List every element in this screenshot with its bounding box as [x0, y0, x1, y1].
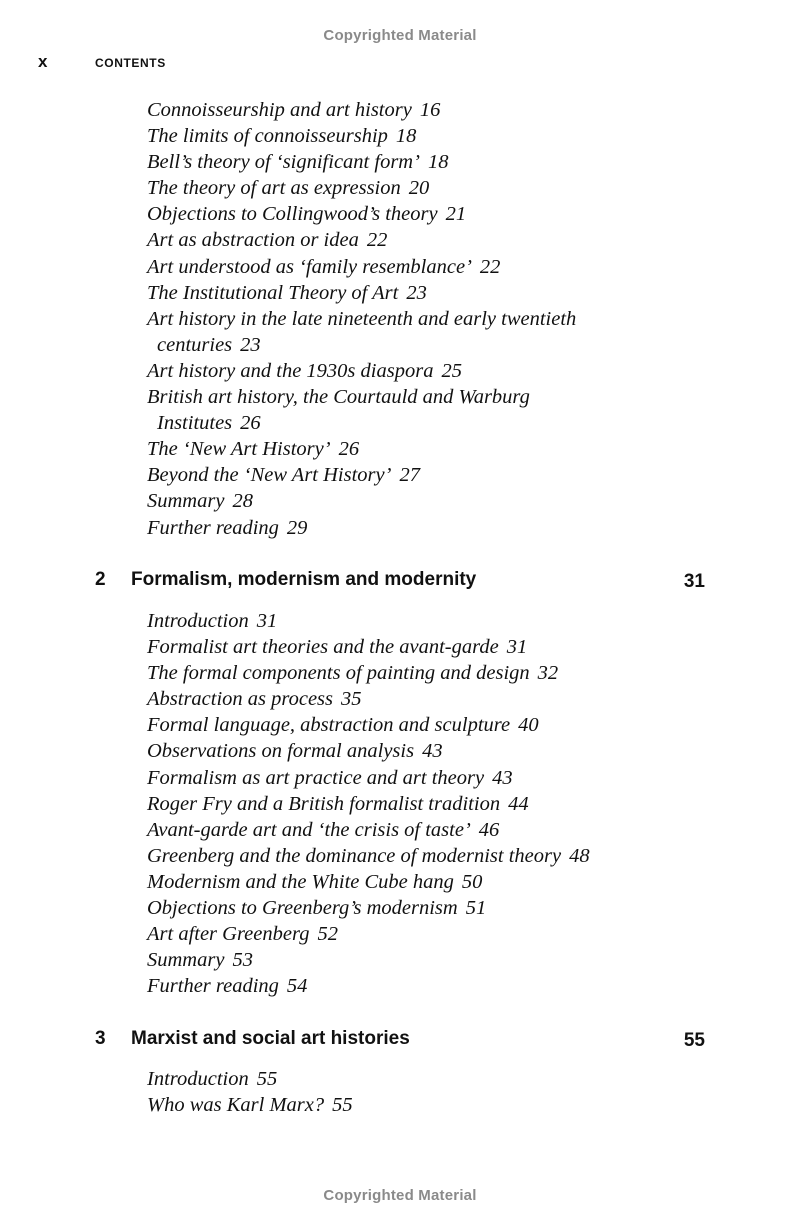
copyright-watermark-top: Copyrighted Material [323, 27, 477, 44]
chapter-number: 2 [95, 569, 106, 590]
toc-entry [147, 712, 590, 738]
toc-entry-title: Greenberg and the dominance of modernist theory [147, 844, 562, 867]
toc-entry-page: 51 [465, 897, 487, 920]
toc-entry-title: The Institutional Theory of Art [147, 281, 399, 304]
toc-entry-title: Further reading [147, 975, 279, 998]
toc-entry-title: British art history, the Courtauld and Warburg [147, 386, 530, 409]
toc-entry-title: Roger Fry and a British formalist tradition [147, 792, 501, 815]
page-number: x [38, 52, 48, 71]
chapter-number: 3 [95, 1028, 106, 1049]
toc-entry-page: 27 [399, 464, 420, 487]
toc-entry [147, 384, 576, 436]
toc-entry-title: Modernism and the White Cube hang [147, 870, 454, 893]
toc-entry [147, 175, 576, 201]
toc-entry [147, 921, 590, 947]
toc-entry-page: 26 [338, 438, 360, 461]
toc-entry-title: Formal language, abstraction and sculpture [147, 714, 511, 737]
toc-entry [147, 515, 576, 541]
toc-entry-page: 21 [445, 203, 467, 226]
toc-entry-page: 55 [332, 1094, 353, 1117]
toc-entry [147, 201, 576, 227]
toc-entry-title: Formalist art theories and the avant-garde [147, 636, 499, 659]
toc-entry-title: Summary [147, 949, 225, 972]
toc-entry-title: Art history in the late nineteenth and early twentieth [147, 307, 577, 330]
toc-entry-title: Bell’s theory of ‘significant form’ [147, 151, 420, 174]
toc-entry-title: Art understood as ‘family resemblance’ [147, 255, 472, 278]
toc-entry-page: 25 [441, 359, 462, 382]
toc-entry-title: Introduction [147, 1068, 249, 1090]
toc-entry [147, 227, 576, 253]
toc-entry-continuation [147, 410, 576, 436]
toc-entry-title: The ‘New Art History’ [147, 438, 331, 461]
toc-entry [147, 843, 590, 869]
toc-entry [147, 1092, 353, 1118]
toc-entry [147, 634, 590, 660]
toc-entry-page: 31 [256, 610, 278, 632]
toc-entry-title: Further reading [147, 516, 279, 539]
toc-entry-page: 50 [461, 870, 483, 893]
toc-entry [147, 254, 576, 280]
toc-entry-title: Formalism as art practice and art theory [147, 766, 485, 789]
toc-entry [147, 97, 576, 123]
toc-entry-title: Objections to Collingwood’s theory [147, 203, 438, 226]
toc-entry-page: 31 [506, 636, 528, 659]
toc-entry [147, 123, 576, 149]
toc-entry [147, 1066, 353, 1092]
toc-entry-page: 22 [479, 255, 501, 278]
toc-entry [147, 869, 590, 895]
chapter-1-entry-list [147, 97, 576, 541]
toc-entry [147, 817, 590, 843]
toc-entry-title: Beyond the ‘New Art History’ [147, 464, 392, 487]
toc-entry [147, 462, 576, 488]
toc-entry-page: 28 [232, 490, 253, 513]
toc-entry-continuation [147, 332, 576, 358]
toc-entry-title: Who was Karl Marx? [147, 1094, 325, 1117]
toc-entry [147, 947, 590, 973]
toc-entry-title-continued: Institutes [157, 412, 233, 435]
copyright-watermark-bottom: Copyrighted Material [323, 1187, 477, 1204]
toc-entry-page: 52 [317, 923, 338, 946]
toc-entry [147, 436, 576, 462]
toc-entry-title: Art after Greenberg [147, 923, 310, 946]
toc-entry-title: Introduction [147, 610, 249, 632]
toc-entry-title: The limits of connoisseurship [147, 125, 388, 148]
chapter-title: Formalism, modernism and modernity [131, 569, 477, 590]
chapter-2-heading [95, 569, 705, 595]
toc-entry-title: Art history and the 1930s diaspora [147, 359, 434, 382]
toc-entry-page: 48 [569, 844, 590, 867]
toc-entry-page: 43 [422, 740, 443, 763]
toc-entry [147, 608, 590, 634]
toc-entry-page: 35 [341, 688, 362, 711]
toc-entry-page: 46 [478, 818, 500, 841]
toc-entry-page: 23 [240, 333, 261, 356]
toc-entry-page: 26 [240, 412, 261, 435]
toc-entry [147, 765, 590, 791]
toc-entry-title: Objections to Greenberg’s modernism [147, 897, 458, 920]
toc-entry [147, 686, 590, 712]
chapter-title: Marxist and social art histories [131, 1028, 410, 1049]
toc-entry-page: 23 [406, 281, 427, 304]
toc-entry-page: 54 [286, 975, 308, 998]
toc-entry [147, 895, 590, 921]
chapter-page: 55 [683, 1030, 705, 1051]
toc-entry-page: 53 [232, 949, 253, 972]
chapter-2-entry-list [147, 608, 590, 999]
toc-entry [147, 306, 576, 358]
toc-entry-title: Art as abstraction or idea [147, 229, 359, 252]
running-head: CONTENTS [95, 56, 166, 70]
toc-entry-page: 44 [508, 792, 529, 815]
toc-entry-page: 40 [518, 714, 539, 737]
toc-entry-title-continued: centuries [157, 333, 233, 356]
toc-entry [147, 660, 590, 686]
toc-entry-title: Abstraction as process [147, 688, 334, 711]
toc-entry-title: Summary [147, 490, 225, 513]
toc-entry-title: Connoisseurship and art history [147, 99, 412, 121]
toc-entry-page: 55 [256, 1068, 278, 1090]
toc-entry [147, 738, 590, 764]
toc-entry-title: Avant-garde art and ‘the crisis of taste’ [147, 818, 471, 841]
toc-entry [147, 280, 576, 306]
toc-entry-page: 22 [366, 229, 388, 252]
toc-entry-page: 43 [492, 766, 513, 789]
toc-entry [147, 358, 576, 384]
toc-entry [147, 791, 590, 817]
toc-entry-page: 20 [408, 177, 430, 200]
toc-entry-page: 16 [419, 99, 441, 121]
toc-entry-page: 29 [286, 516, 308, 539]
toc-entry-title: The formal components of painting and design [147, 662, 530, 685]
toc-entry-title: Observations on formal analysis [147, 740, 415, 763]
toc-entry-page: 32 [537, 662, 559, 685]
toc-entry [147, 973, 590, 999]
toc-entry-page: 18 [427, 151, 449, 174]
chapter-page: 31 [683, 571, 705, 592]
chapter-3-entry-list [147, 1066, 353, 1118]
toc-entry [147, 149, 576, 175]
toc-entry-page: 18 [395, 125, 417, 148]
toc-entry [147, 488, 576, 514]
toc-entry-title: The theory of art as expression [147, 177, 401, 200]
chapter-3-heading [95, 1028, 705, 1054]
